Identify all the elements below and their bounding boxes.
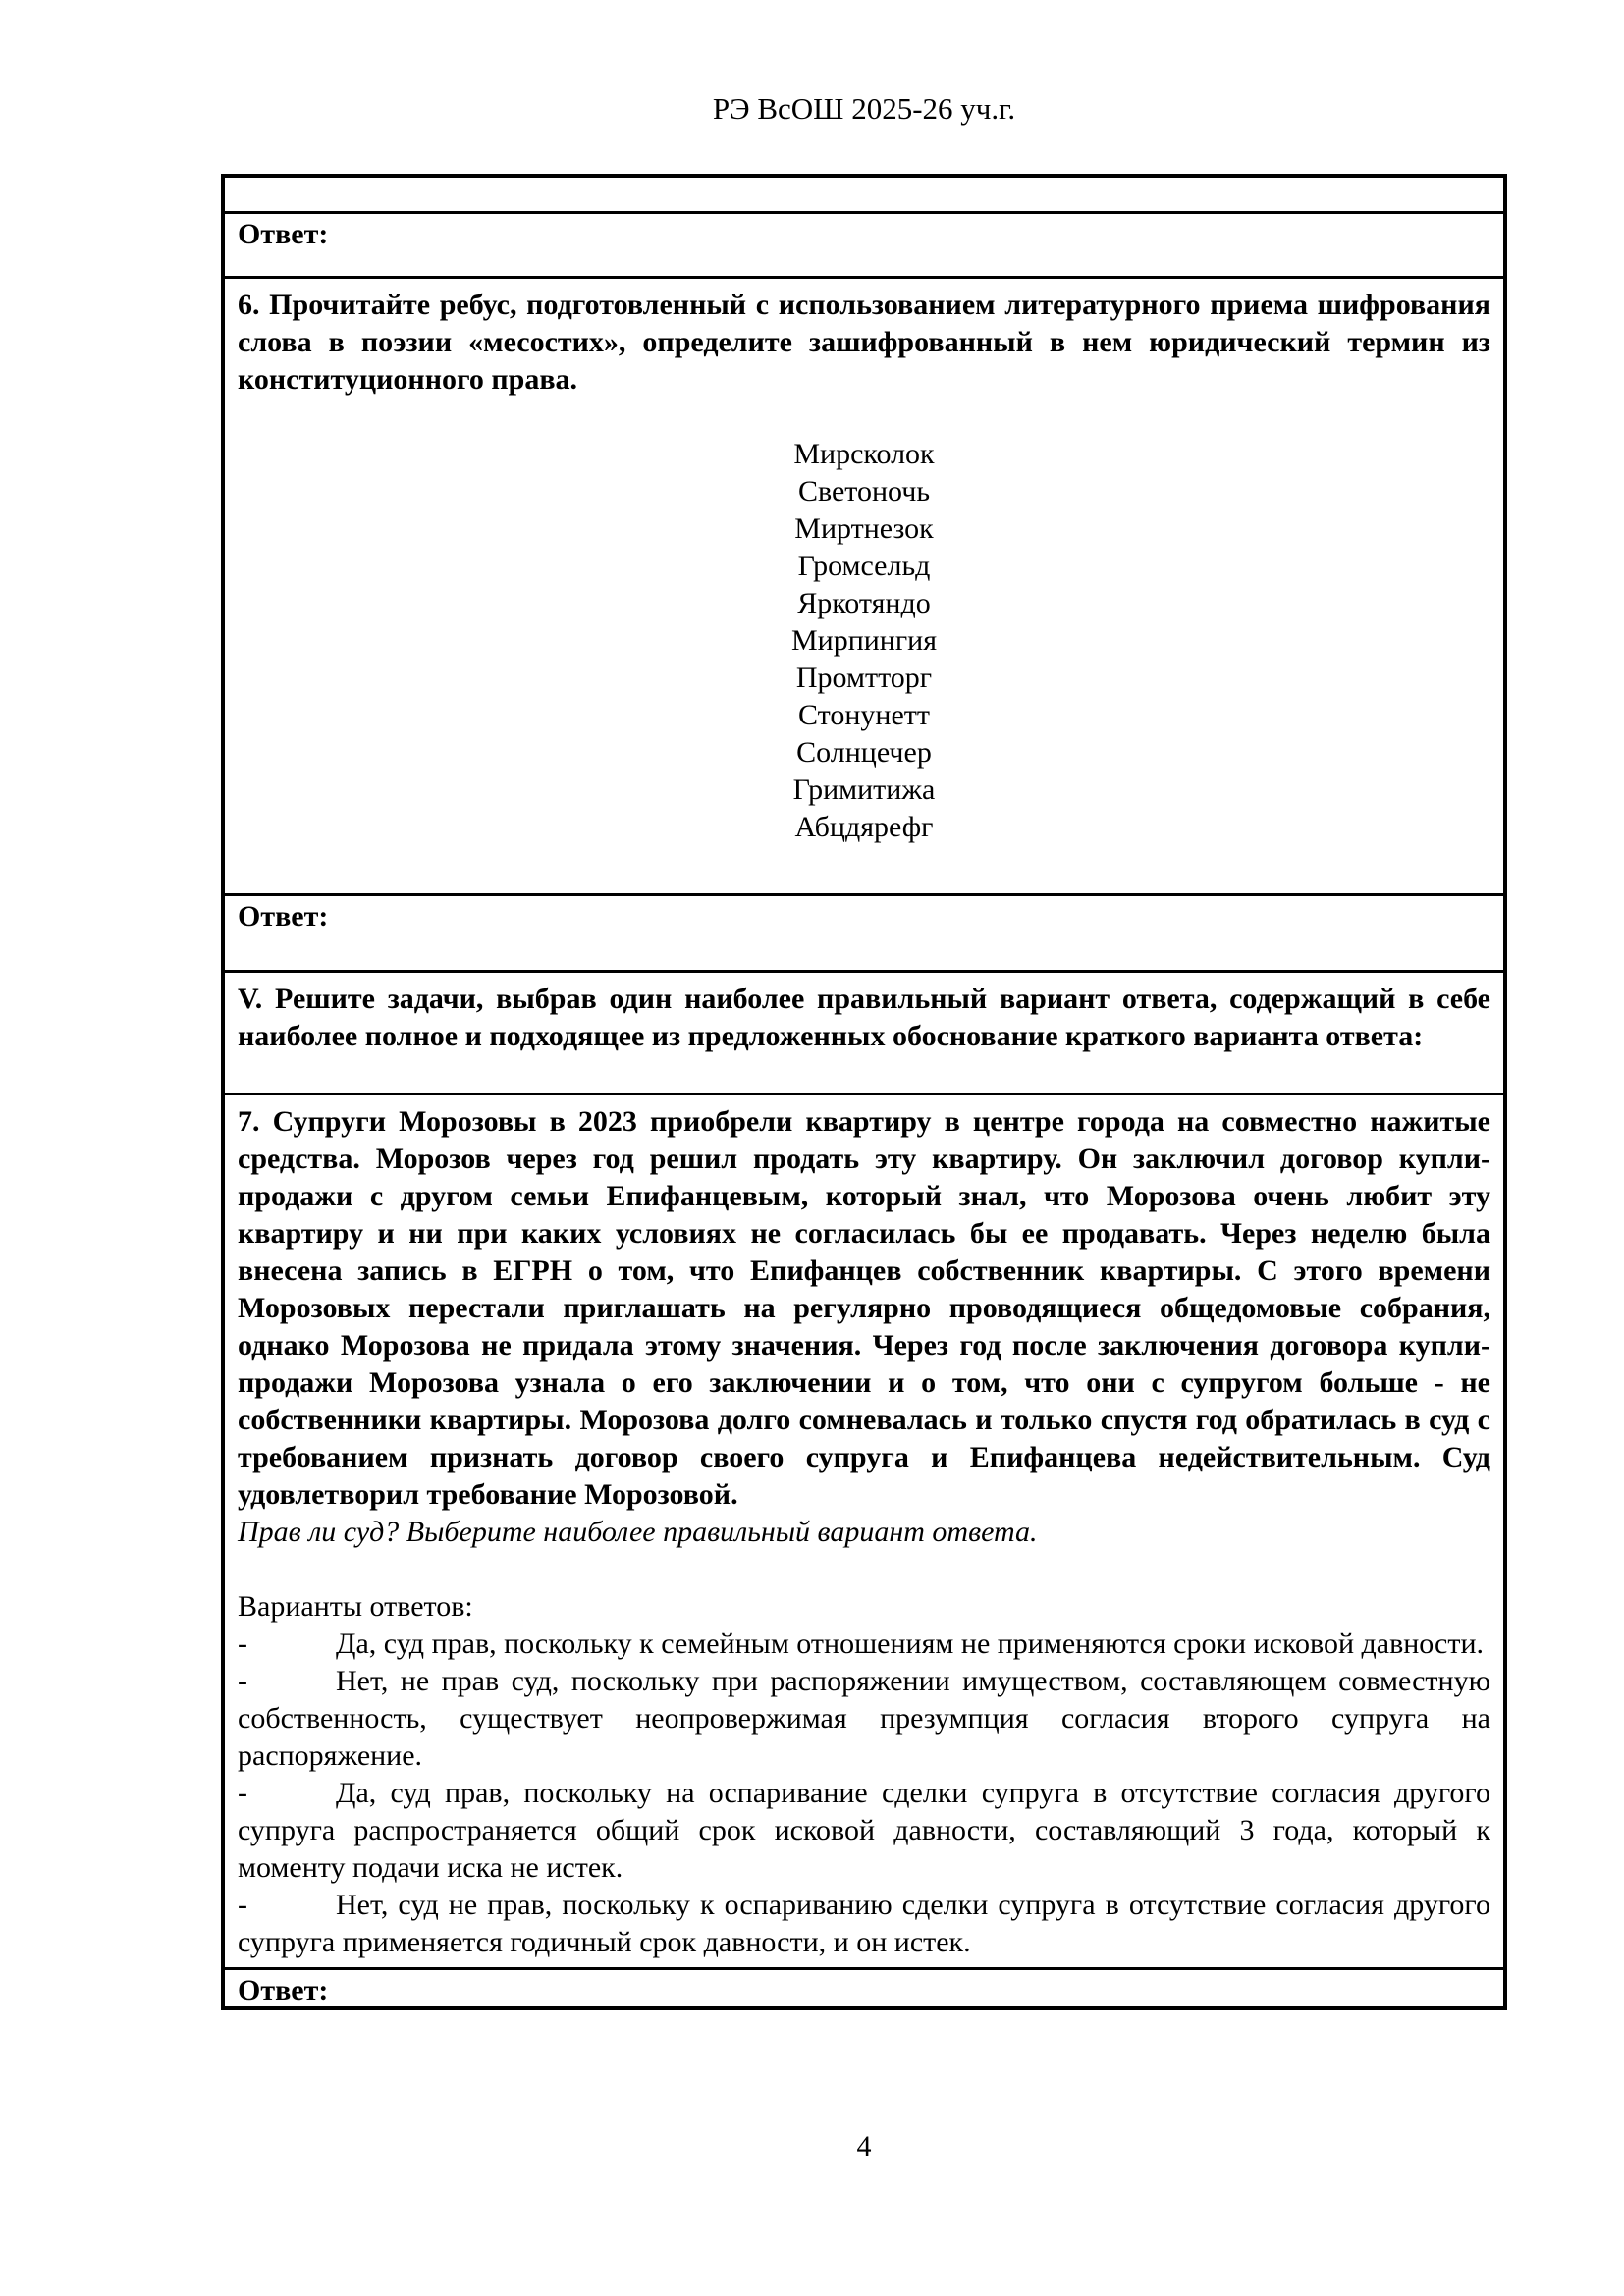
table-row-section-v [225,970,1503,1093]
answer-label: Ответ: [238,900,329,933]
table-row-answer-2 [225,893,1503,970]
answer-table [221,174,1507,2010]
answer-option [238,1887,1490,1961]
option-dash-marker: - [238,1628,247,1660]
option-text: Нет, суд не прав, поскольку к оспариванию сделки супруга в отсутствие согласия другого супруга применяется годичный срок давности, и он истек. [238,1889,1490,1958]
question-7-prompt: Прав ли суд? Выберите наиболее правильный вариант ответа. [238,1516,1038,1548]
answer-option [238,1663,1490,1775]
table-row-question-7 [225,1093,1503,1967]
option-text: Нет, не прав суд, поскольку при распоряжении имуществом, составляющем совместную собственность, существует неопровержимая презумпция согласия второго супруга на распоряжение. [238,1665,1490,1772]
rebus-word: Стонунетт [798,699,930,731]
option-text: Да, суд прав, поскольку на оспаривание сделки супруга в отсутствие согласия другого супруга распространяется общий срок исковой давности, составляющий 3 года, который к моменту подачи иска не истек. [238,1777,1490,1884]
page-header: РЭ ВсОШ 2025-26 уч.г. [712,91,1016,126]
rebus-word: Мирпингия [790,624,938,657]
option-dash-marker: - [238,1889,247,1921]
section-v-instruction: V. Решите задачи, выбрав один наиболее правильный вариант ответа, содержащий в себе наиболее полное и подходящее из предложенных обоснование краткого варианта ответа: [238,983,1490,1052]
answer-option [238,1626,1490,1663]
answer-option [238,1775,1490,1887]
rebus-word: Громсельд [797,550,931,582]
option-dash-marker: - [238,1777,247,1809]
rebus-word: Абцдярефг [794,811,934,843]
option-text: Да, суд прав, поскольку к семейным отношениям не применяются сроки исковой давности. [336,1628,1485,1660]
rebus-word: Светоночь [797,475,931,507]
rebus-word: Мирсколок [793,438,935,470]
rebus-word: Яркотяндо [797,587,931,619]
answer-label: Ответ: [238,1974,329,2006]
rebus-word: Солнцечер [796,736,932,769]
question-7-text: 7. Супруги Морозовы в 2023 приобрели квартиру в центре города на совместно нажитые средства. Морозов через год решил продать эту квартиру. Он заключил договор купли-продажи с другом семьи Епифанцевым, который знал, что Морозова очень любит эту квартиру и ни при каких условиях не согласилась бы ее продавать. Через неделю была внесена запись в ЕГРН о том, что Епифанцев собственник квартиры. С этого времени Морозовых перестали приглашать на регулярно проводящиеся общедомовые собрания, однако Морозова не придала этому значения. Через год после заключения договора купли-продажи Морозова узнала о его заключении и о том, что они с супругом больше - не собственники квартиры. Морозова долго сомневалась и только спустя год обратилась в суд с требованием признать договор своего супруга и Епифанцева недействительным. Суд удовлетворил требование Морозовой. [238,1105,1490,1511]
question-6-text: 6. Прочитайте ребус, подготовленный с использованием литературного приема шифрования слова в поэзии «месостих», определите зашифрованный в нем юридический термин из конституционного права. [238,289,1490,396]
table-row-question-6 [225,276,1503,893]
rebus-word: Гримитижа [792,774,936,806]
rebus-word: Промтторг [795,662,933,694]
rebus-word: Миртнезок [794,512,934,545]
rebus-word-list [238,436,1490,846]
page-number: 4 [856,2130,872,2163]
table-row-answer-3 [225,1967,1503,2006]
table-row-answer-1 [225,211,1503,276]
answer-options-label: Варианты ответов: [238,1590,473,1623]
option-dash-marker: - [238,1665,247,1697]
table-row-empty [225,178,1503,211]
answer-options [238,1626,1490,1961]
answer-label: Ответ: [238,218,329,250]
